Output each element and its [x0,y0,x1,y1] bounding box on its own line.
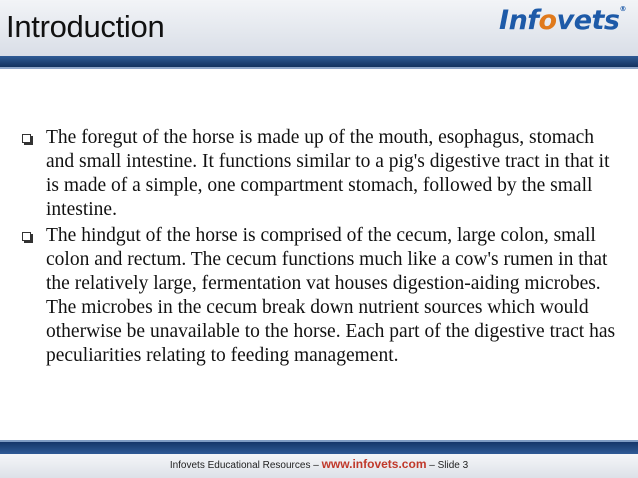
footer-prefix: Infovets Educational Resources – [169,460,322,471]
bullet-list [18,126,616,370]
slide-header [0,0,638,56]
logo-text-part3: vets [556,5,620,36]
registered-mark: ® [619,5,626,13]
slide-footer [0,457,638,471]
square-bullet-icon [22,232,31,241]
infovets-logo [499,5,626,36]
logo-text-part2: o [538,5,557,36]
slide-title: Introduction [6,9,165,44]
bullet-item [18,126,616,222]
logo-text-part1: Inf [499,5,539,36]
footer-rule [0,442,638,454]
footer-site-link[interactable]: www.infovets.com [321,457,427,471]
bullet-item [18,224,616,368]
header-rule [0,56,638,67]
bullet-text: The foregut of the horse is made up of the mouth, esophagus, stomach and small intestine. It functions similar to a pig's digestive tract in that it is made of a simple, one compartment stomach, followed by the small intestine. [46,127,610,220]
header-rule-highlight [0,67,638,69]
square-bullet-icon [22,134,31,143]
bullet-text: The hindgut of the horse is comprised of the cecum, large colon, small colon and rectum. The cecum functions much like a cow's rumen in that the relatively large, fermentation vat houses digestion-aiding microbes. The microbes in the cecum break down nutrient sources which would otherwise be unavailable to the horse. Each part of the digestive tract has peculiarities relating to feeding management. [46,225,616,366]
footer-suffix: – Slide 3 [426,460,469,471]
